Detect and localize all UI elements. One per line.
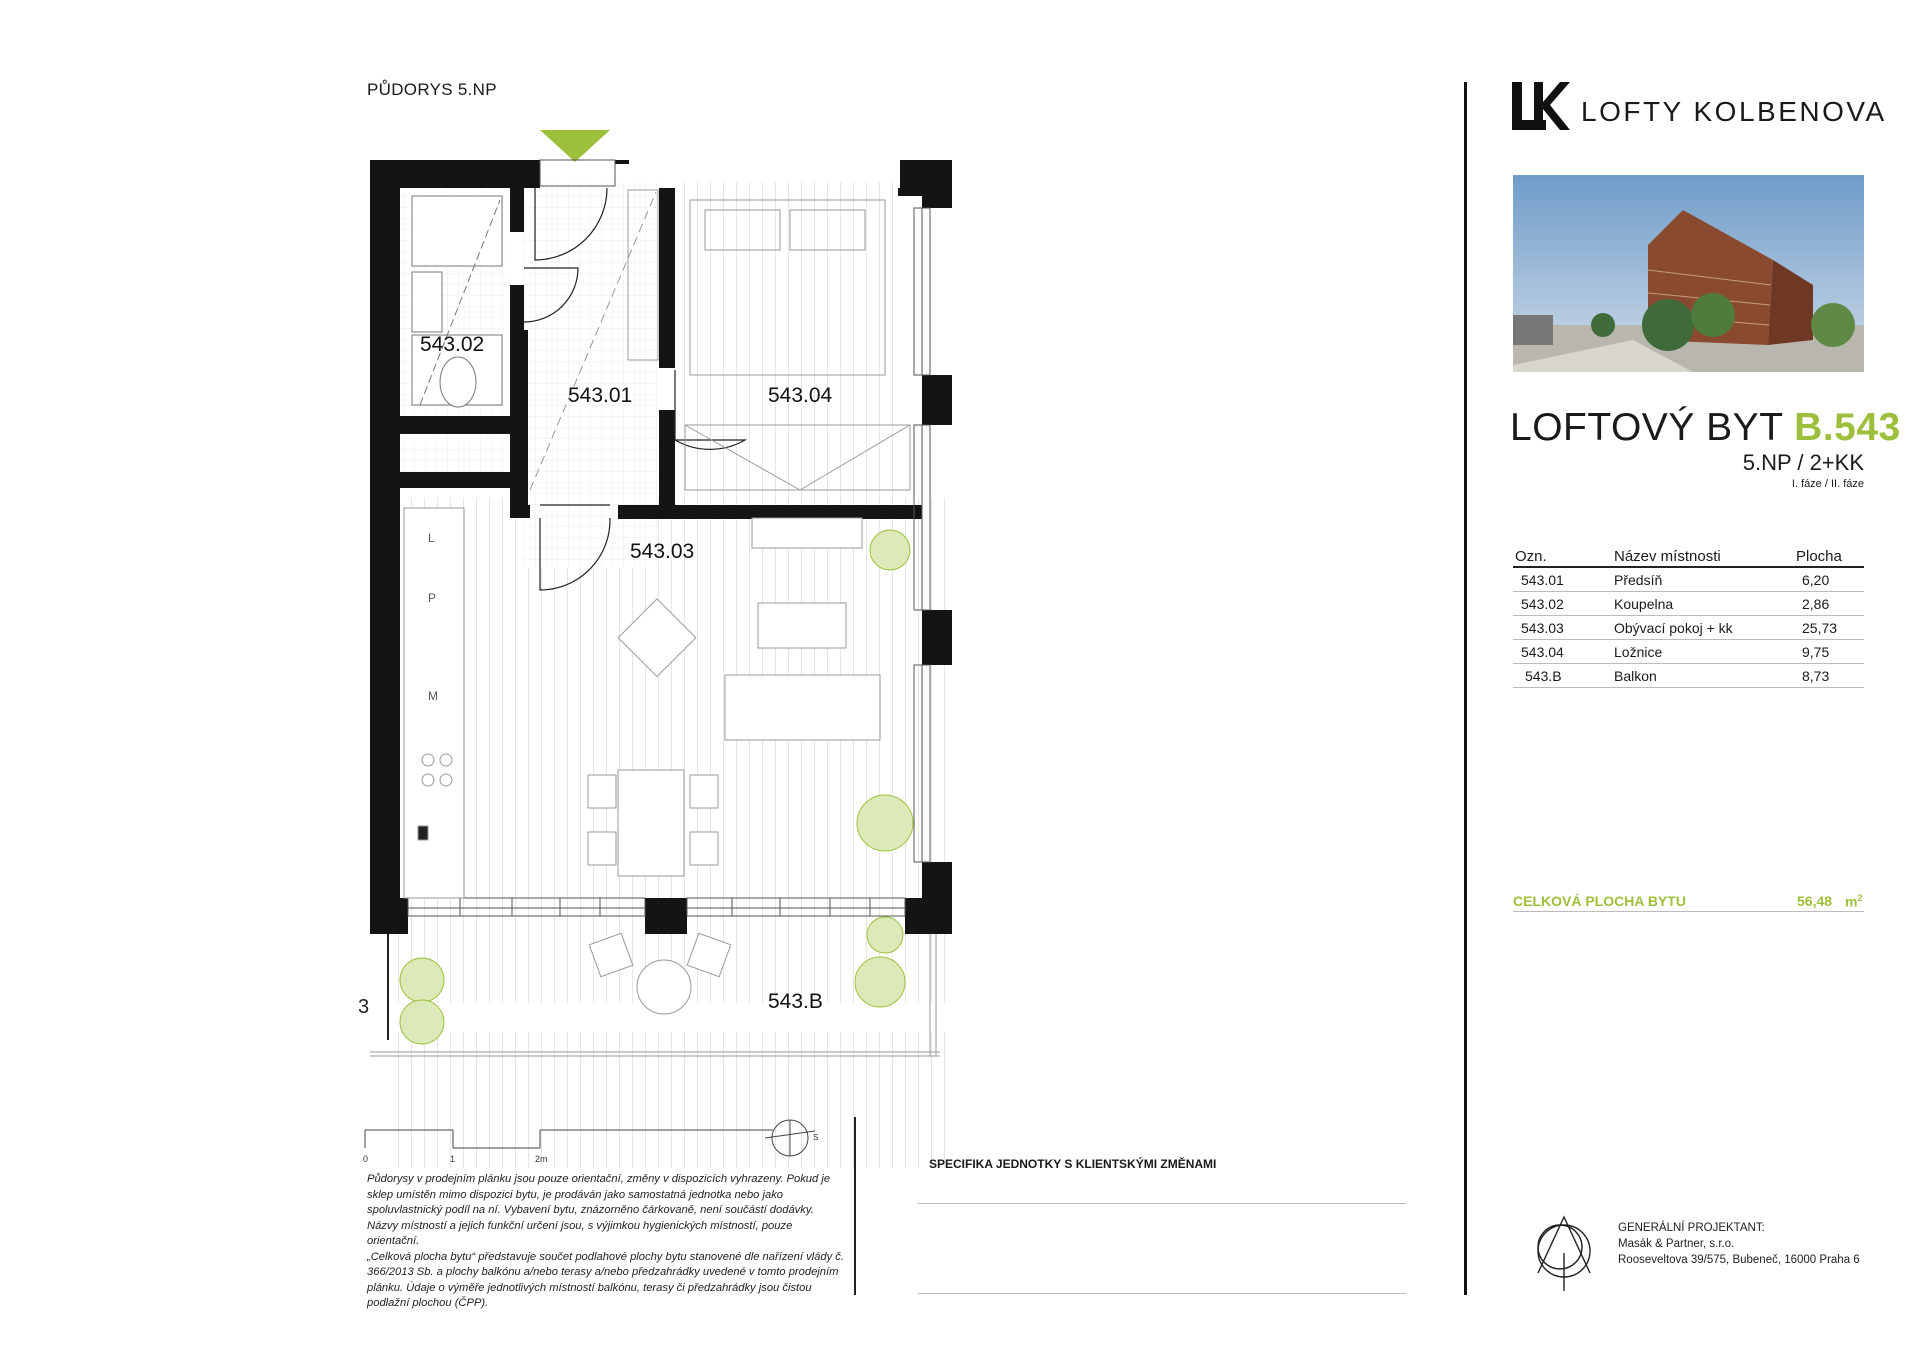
room-label-543-01: 543.01 [568, 384, 633, 407]
scale-label-1: 1 [450, 1154, 456, 1164]
scale-bar [365, 1128, 835, 1178]
row-code: 543.02 [1513, 592, 1612, 616]
total-unit-exp: 2 [1857, 893, 1863, 903]
total-unit-base: m [1845, 893, 1858, 910]
disclaimer [367, 1172, 847, 1312]
row-name: Předsíň [1612, 567, 1794, 592]
general-designer-label: GENERÁLNÍ PROJEKTANT: [1618, 1222, 1765, 1234]
unit-title-prefix: LOFTOVÝ BYT [1510, 406, 1795, 449]
disclaimer-divider [854, 1117, 856, 1295]
general-designer-company: Masák & Partner, s.r.o. [1618, 1238, 1735, 1250]
brand-logo-icon [1510, 80, 1572, 132]
table-row [1513, 616, 1864, 640]
disclaimer-paragraph-1: Půdorysy v prodejním plánku jsou pouze orientační, změny v dispozicích vyhrazeny. Pokud je sklep umístěn mimo dispozici bytu, je prodáván jako samostatná jednotka nebo jako spoluvlastnický podíl na ní. Vybavení bytu, znázorněno čárkovaně, není součástí dodávky. Názvy místností a jejich funkční určení jsou, s výjimkou hygienických místností, pouze orientační. [367, 1173, 831, 1247]
room-label-543-02: 543.02 [420, 333, 485, 356]
row-name: Balkon [1612, 664, 1794, 688]
kitchen-letter-p: P [428, 591, 437, 605]
room-label-543-04: 543.04 [768, 384, 833, 407]
plan-title: PŮDORYS 5.NP [367, 80, 497, 99]
table-row [1513, 664, 1864, 688]
disclaimer-paragraph-2: „Celková plocha bytu“ představuje součet podlahové plochy bytu stanovené dle nařízení vlády č. 366/2013 Sb. a plochy balkónu a/nebo terasy a/nebo předzahrádky uvedené v tomto prodejním plánku. Údaje o výměře jednotlivých místností balkónu, terasy či předzahrádky jsou čistou podlažní plochou (ČPP). [367, 1250, 844, 1309]
total-area-unit [1845, 893, 1862, 910]
room-label-543-03: 543.03 [630, 540, 695, 563]
room-label-543-b: 543.B [768, 990, 823, 1013]
spec-line-top [918, 1203, 1406, 1204]
row-name: Koupelna [1612, 592, 1794, 616]
kitchen-letter-m: M [428, 689, 438, 703]
row-area: 25,73 [1794, 616, 1864, 640]
header-area: Plocha [1794, 546, 1864, 567]
unit-floor-type: 5.NP / 2+KK [1742, 450, 1864, 475]
general-designer-address: Rooseveltova 39/575, Bubeneč, 16000 Praha 6 [1618, 1254, 1860, 1266]
header-name: Název místnosti [1612, 546, 1794, 567]
column-divider [1464, 82, 1467, 1295]
row-area: 9,75 [1794, 640, 1864, 664]
rooms-table [1513, 546, 1864, 688]
header-code: Ozn. [1513, 546, 1612, 567]
spec-title: SPECIFIKA JEDNOTKY S KLIENTSKÝMI ZMĚNAMI [929, 1157, 1217, 1171]
rooms-table-header [1513, 546, 1864, 567]
scale-label-0: 0 [363, 1154, 369, 1164]
compass-letter: S [813, 1133, 819, 1142]
row-code: 543.04 [1513, 640, 1612, 664]
scale-label-2m: 2m [535, 1154, 548, 1164]
entrance-arrow [540, 130, 610, 162]
unit-phase: I. fáze / II. fáze [1791, 478, 1864, 490]
row-code: 543.03 [1513, 616, 1612, 640]
kitchen-unit [404, 508, 464, 898]
architect-logo-icon [1528, 1213, 1600, 1293]
plan-edge-label: 3 [358, 996, 370, 1018]
row-name: Obývací pokoj + kk [1612, 616, 1794, 640]
table-row [1513, 640, 1864, 664]
row-area: 6,20 [1794, 567, 1864, 592]
kitchen-letter-l: L [428, 531, 435, 545]
total-area-value: 56,48 [1797, 893, 1833, 909]
row-code: 543.01 [1513, 567, 1612, 592]
unit-code: B.543 [1794, 406, 1901, 449]
row-name: Ložnice [1612, 640, 1794, 664]
floor-bedroom [674, 182, 904, 498]
table-row [1513, 567, 1864, 592]
table-row [1513, 592, 1864, 616]
row-area: 2,86 [1794, 592, 1864, 616]
row-code: 543.B [1513, 664, 1612, 688]
row-area: 8,73 [1794, 664, 1864, 688]
spec-line-bottom [918, 1293, 1406, 1294]
unit-title [1510, 406, 1901, 450]
brand-name: LOFTY KOLBENOVA [1581, 96, 1887, 127]
general-designer [1618, 1220, 1860, 1268]
floor-plan [360, 120, 960, 1060]
total-area-label: CELKOVÁ PLOCHA BYTU [1513, 893, 1686, 909]
building-render-image [1513, 175, 1864, 372]
